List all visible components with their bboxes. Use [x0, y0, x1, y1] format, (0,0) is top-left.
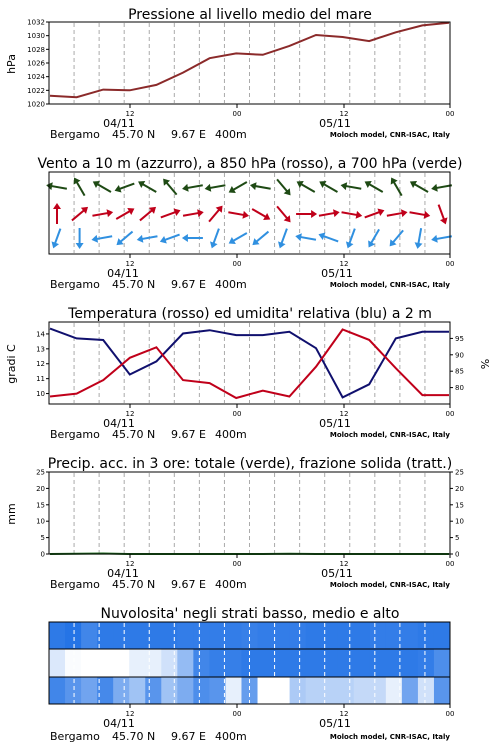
wind-arrow — [182, 208, 204, 220]
cloud-cell — [322, 622, 339, 649]
x-tick-label: 00 — [445, 110, 455, 118]
x-tick-label: 12 — [125, 710, 135, 718]
wind-arrow-head — [276, 241, 286, 249]
precipitation-y-ticks — [36, 469, 49, 559]
wind-arrow — [206, 203, 226, 224]
footer-model-credit: Moloch model, CNR-ISAC, Italy — [329, 431, 450, 439]
date-label-second: 05/11 — [321, 567, 353, 580]
y-tick-label: 0 — [455, 550, 460, 559]
wind-arrow-head — [430, 184, 437, 193]
precipitation-gridlines — [74, 473, 425, 553]
y-tick-label: 25 — [455, 468, 464, 477]
y-tick-label: 13 — [36, 345, 45, 354]
humidity-ylabel: % — [479, 358, 492, 370]
pressure-panel — [5, 7, 454, 141]
cloud-cell — [193, 622, 210, 649]
cloud-cell — [225, 622, 242, 649]
wind-arrow — [49, 227, 64, 249]
date-label-first: 04/11 — [103, 117, 135, 130]
cloud-cell — [177, 622, 194, 649]
x-tick-label: 00 — [445, 260, 455, 268]
y-tick-label: 1030 — [27, 32, 45, 41]
footer-latitude: 45.70 N — [112, 128, 156, 141]
wind-arrow — [91, 178, 113, 195]
footer-longitude: 9.67 E — [171, 428, 206, 441]
cloud-cell — [81, 649, 98, 677]
wind-arrow-head — [344, 241, 354, 249]
temperature-x-ticks — [126, 404, 455, 418]
wind-arrow — [409, 208, 431, 220]
wind-arrow-head — [311, 210, 317, 218]
wind-arrow — [386, 208, 408, 220]
x-tick-label: 12 — [125, 110, 135, 118]
date-label-second: 05/11 — [319, 417, 351, 430]
y-tick-label: 12 — [36, 360, 45, 369]
wind-arrow — [318, 208, 340, 220]
wind-arrow — [136, 232, 158, 244]
wind-arrow-head — [363, 178, 372, 188]
cloud-cell — [354, 622, 371, 649]
wind-arrow — [204, 181, 226, 193]
cloud-cell — [193, 649, 210, 677]
y-tick-label: 80 — [455, 384, 464, 393]
y-tick-label: 95 — [455, 334, 464, 343]
wind-arrow-head — [204, 184, 211, 193]
wind-arrow — [136, 178, 158, 195]
cloud-cell — [354, 649, 371, 677]
date-label-first: 04/11 — [103, 717, 135, 730]
wind-arrow — [182, 234, 203, 242]
y-tick-label: 1020 — [27, 100, 45, 109]
wind-arrow — [363, 178, 385, 195]
y-tick-label: 10 — [36, 517, 45, 526]
wind-arrow — [137, 204, 158, 224]
pressure-ylabel: hPa — [5, 54, 18, 74]
wind-arrow-head — [333, 208, 340, 217]
y-tick-label: 15 — [36, 501, 45, 510]
cloud-cell — [209, 622, 226, 649]
wind-arrow — [274, 204, 294, 225]
temperature-humidity-title: Temperatura (rosso) ed umidita' relativa (blu) a 2 m — [68, 306, 432, 322]
y-tick-label: 90 — [455, 351, 464, 360]
cloud-cell — [418, 649, 435, 677]
cloud-cell — [129, 649, 146, 677]
y-tick-label: 5 — [40, 534, 45, 543]
footer-latitude: 45.70 N — [112, 428, 156, 441]
wind-arrow-head — [408, 178, 417, 188]
cloud-cell — [306, 649, 323, 677]
x-tick-label: 00 — [232, 260, 242, 268]
wind-arrow-head — [136, 235, 143, 244]
wind-arrow — [159, 206, 181, 221]
x-tick-label: 12 — [339, 560, 349, 568]
cloud-cell — [338, 649, 355, 677]
y-tick-label: 85 — [455, 367, 464, 376]
cloud-cell — [49, 622, 66, 649]
wind-arrow — [250, 206, 272, 223]
cloud-cover-panel — [49, 606, 454, 743]
cloud-cell — [338, 677, 355, 704]
footer-longitude: 9.67 E — [171, 578, 206, 591]
date-label-first: 04/11 — [107, 267, 139, 280]
cloud-cell — [113, 677, 130, 704]
y-tick-label: 11 — [36, 375, 45, 384]
wind-arrow-head — [365, 240, 375, 249]
wind-arrow-head — [249, 181, 256, 190]
wind-arrow — [181, 181, 203, 193]
cloud-cell — [370, 649, 387, 677]
cloud-cell — [193, 677, 210, 704]
y-tick-label: 0 — [40, 550, 45, 559]
wind-arrow — [53, 203, 61, 224]
wind-arrow-head — [71, 175, 81, 184]
wind-arrow — [160, 176, 180, 197]
cloud-cell — [322, 649, 339, 677]
cloud-cell — [290, 649, 307, 677]
cloud-cell — [65, 677, 82, 704]
footer-altitude: 400m — [215, 128, 247, 141]
wind-arrow-head — [295, 232, 302, 241]
wind-arrow — [227, 230, 249, 247]
x-tick-label: 00 — [445, 560, 455, 568]
cloud-cell — [258, 649, 275, 677]
wind-arrow-head — [414, 242, 423, 249]
cloud-cover-date-labels — [103, 717, 351, 730]
wind-arrow — [317, 178, 339, 195]
footer-location-name: Bergamo — [50, 278, 100, 291]
precipitation-title: Precip. acc. in 3 ore: totale (verde), frazione solida (tratt.) — [47, 456, 453, 472]
wind-arrow — [295, 178, 317, 195]
cloud-cover-footer — [50, 730, 450, 743]
cloud-cell — [161, 677, 178, 704]
cloud-cell — [225, 677, 242, 704]
cloud-cell — [49, 649, 66, 677]
wind-arrow — [114, 205, 136, 222]
cloud-cell — [274, 677, 291, 704]
wind-arrow-head — [295, 178, 304, 188]
wind-arrow-head — [242, 211, 249, 220]
cloud-cell — [161, 622, 178, 649]
cloud-cell — [209, 649, 226, 677]
date-label-first: 04/11 — [103, 417, 135, 430]
cloud-cell — [402, 677, 419, 704]
footer-altitude: 400m — [215, 578, 247, 591]
wind-arrow-head — [107, 208, 114, 217]
footer-latitude: 45.70 N — [112, 278, 156, 291]
footer-altitude: 400m — [215, 730, 247, 743]
cloud-cell — [434, 649, 451, 677]
footer-longitude: 9.67 E — [171, 730, 206, 743]
cloud-cell — [402, 622, 419, 649]
wind-arrow — [340, 181, 362, 193]
wind-arrow — [249, 181, 271, 193]
y-tick-label: 1028 — [27, 45, 45, 54]
wind-arrow-head — [263, 213, 272, 223]
y-tick-label: 5 — [455, 534, 460, 543]
cloud-cell — [434, 677, 451, 704]
footer-location-name: Bergamo — [50, 128, 100, 141]
cloud-cell — [177, 649, 194, 677]
pressure-title: Pressione al livello medio del mare — [128, 7, 372, 23]
precipitation-panel — [5, 456, 464, 591]
wind-arrow — [430, 181, 452, 193]
x-tick-label: 12 — [339, 110, 349, 118]
wind-arrow-head — [182, 234, 188, 242]
cloud-cell — [258, 677, 275, 704]
cloud-cell — [65, 622, 82, 649]
x-tick-label: 12 — [339, 410, 349, 418]
wind-arrow — [227, 179, 249, 196]
cloud-cell — [81, 677, 98, 704]
wind-arrow — [317, 230, 339, 245]
cloud-cell — [113, 649, 130, 677]
cloud-cell — [306, 677, 323, 704]
wind-arrow-head — [440, 217, 450, 225]
wind-arrow — [69, 204, 90, 224]
cloud-cell — [274, 649, 291, 677]
wind-arrow — [228, 208, 250, 220]
x-tick-label: 00 — [232, 410, 242, 418]
x-tick-label: 12 — [339, 260, 349, 268]
wind-arrow — [276, 227, 291, 249]
cloud-cell — [225, 649, 242, 677]
wind-arrow-head — [174, 206, 182, 216]
cloud-cell — [209, 677, 226, 704]
y-tick-label: 1026 — [27, 59, 45, 68]
temperature-y-ticks — [36, 330, 49, 398]
wind-arrow-head — [208, 241, 218, 249]
y-tick-label: 14 — [36, 330, 45, 339]
footer-model-credit: Moloch model, CNR-ISAC, Italy — [329, 581, 450, 589]
footer-location-name: Bergamo — [50, 578, 100, 591]
cloud-cover-title: Nuvolosita' negli strati basso, medio e alto — [100, 606, 400, 622]
cloud-cell — [274, 622, 291, 649]
wind-arrow-head — [181, 184, 188, 193]
date-label-second: 05/11 — [319, 117, 351, 130]
x-tick-label: 00 — [445, 410, 455, 418]
wind-arrow-head — [356, 211, 363, 220]
cloud-cell — [418, 622, 435, 649]
wind-panel — [37, 156, 462, 291]
wind-arrow — [71, 175, 88, 197]
cloud-cell — [161, 649, 178, 677]
cloud-cell — [145, 649, 162, 677]
wind-arrow-head — [136, 178, 145, 188]
y-tick-label: 1022 — [27, 86, 45, 95]
wind-arrow — [76, 228, 84, 249]
pressure-x-ticks — [126, 104, 455, 118]
wind-arrow-head — [76, 243, 84, 249]
wind-x-ticks — [126, 254, 455, 268]
temperature-humidity-panel — [5, 306, 492, 441]
footer-longitude: 9.67 E — [171, 278, 206, 291]
cloud-cell — [145, 677, 162, 704]
y-tick-label: 20 — [455, 484, 464, 493]
footer-latitude: 45.70 N — [112, 730, 156, 743]
y-tick-label: 20 — [36, 484, 45, 493]
wind-arrow-head — [317, 178, 326, 188]
temperature-ylabel: gradi C — [5, 344, 18, 384]
wind-arrow-head — [91, 235, 98, 244]
wind-arrow — [365, 227, 382, 249]
y-tick-label: 10 — [455, 517, 464, 526]
wind-arrow — [274, 177, 294, 198]
footer-model-credit: Moloch model, CNR-ISAC, Italy — [329, 281, 450, 289]
cloud-cell — [338, 622, 355, 649]
cloud-cell — [434, 622, 451, 649]
wind-arrow-head — [197, 208, 204, 217]
cloud-cell — [65, 649, 82, 677]
wind-arrow — [250, 229, 271, 249]
x-tick-label: 12 — [339, 710, 349, 718]
x-tick-label: 12 — [125, 410, 135, 418]
y-tick-label: 15 — [455, 501, 464, 510]
pressure-y-ticks — [27, 19, 49, 109]
wind-arrow-head — [430, 235, 437, 244]
wind-arrow-head — [49, 241, 59, 249]
humidity-y-ticks — [450, 335, 464, 392]
y-tick-label: 1032 — [27, 18, 45, 27]
x-tick-label: 12 — [125, 560, 135, 568]
wind-arrow — [388, 175, 405, 197]
cloud-cell — [49, 677, 66, 704]
footer-location-name: Bergamo — [50, 730, 100, 743]
cloud-cell — [290, 622, 307, 649]
y-tick-label: 1024 — [27, 73, 45, 82]
wind-arrow-head — [227, 186, 236, 196]
wind-arrow-head — [377, 206, 385, 216]
cloud-cell — [306, 622, 323, 649]
cloud-cell — [258, 622, 275, 649]
wind-arrow — [92, 208, 114, 220]
wind-arrow — [435, 203, 450, 225]
cloud-cover-x-ticks — [126, 704, 455, 718]
wind-arrow-head — [388, 175, 398, 184]
wind-arrow-head — [113, 185, 121, 195]
wind-arrow-head — [340, 181, 347, 190]
y-tick-label: 25 — [36, 468, 45, 477]
wind-arrow — [91, 232, 113, 244]
cloud-cell — [418, 677, 435, 704]
wind-arrow — [344, 227, 359, 249]
x-tick-label: 12 — [125, 260, 135, 268]
wind-arrow-head — [91, 178, 100, 188]
cloud-cell — [177, 677, 194, 704]
wind-arrow-head — [401, 208, 408, 217]
wind-arrow-head — [227, 237, 236, 247]
wind-arrow — [341, 208, 363, 220]
wind-arrow — [408, 178, 430, 195]
cloud-cell — [129, 622, 146, 649]
wind-title: Vento a 10 m (azzurro), a 850 hPa (rosso), a 700 hPa (verde) — [37, 156, 463, 172]
x-tick-label: 00 — [232, 710, 242, 718]
wind-arrow — [430, 232, 452, 244]
date-label-first: 04/11 — [107, 567, 139, 580]
footer-latitude: 45.70 N — [112, 578, 156, 591]
x-tick-label: 00 — [445, 710, 455, 718]
footer-longitude: 9.67 E — [171, 128, 206, 141]
cloud-cell — [290, 677, 307, 704]
precipitation-y-ticks-right — [450, 469, 464, 559]
wind-arrow-head — [53, 203, 61, 209]
footer-model-credit: Moloch model, CNR-ISAC, Italy — [329, 733, 450, 741]
cloud-cell — [322, 677, 339, 704]
wind-arrow-head — [127, 205, 136, 215]
footer-model-credit: Moloch model, CNR-ISAC, Italy — [329, 131, 450, 139]
precipitation-x-ticks — [126, 554, 455, 568]
wind-arrow-head — [158, 236, 166, 246]
cloud-cell — [370, 622, 387, 649]
cloud-cell — [81, 622, 98, 649]
x-tick-label: 00 — [232, 110, 242, 118]
date-label-second: 05/11 — [319, 717, 351, 730]
footer-location-name: Bergamo — [50, 428, 100, 441]
footer-altitude: 400m — [215, 428, 247, 441]
footer-altitude: 400m — [215, 278, 247, 291]
cloud-cell — [113, 622, 130, 649]
wind-arrow — [208, 227, 223, 249]
wind-arrow — [295, 232, 317, 244]
y-tick-label: 10 — [36, 390, 45, 399]
wind-arrow — [414, 227, 426, 249]
precipitation-ylabel: mm — [5, 503, 18, 525]
cloud-cell — [402, 649, 419, 677]
precipitation-frame — [49, 472, 450, 554]
cloud-cell — [370, 677, 387, 704]
cloud-cell — [354, 677, 371, 704]
x-tick-label: 00 — [232, 560, 242, 568]
date-label-second: 05/11 — [321, 267, 353, 280]
wind-arrow — [387, 228, 407, 249]
cloud-cell — [145, 622, 162, 649]
wind-arrow — [158, 231, 180, 246]
cloud-cover-cells — [49, 622, 451, 704]
cloud-cell — [129, 677, 146, 704]
